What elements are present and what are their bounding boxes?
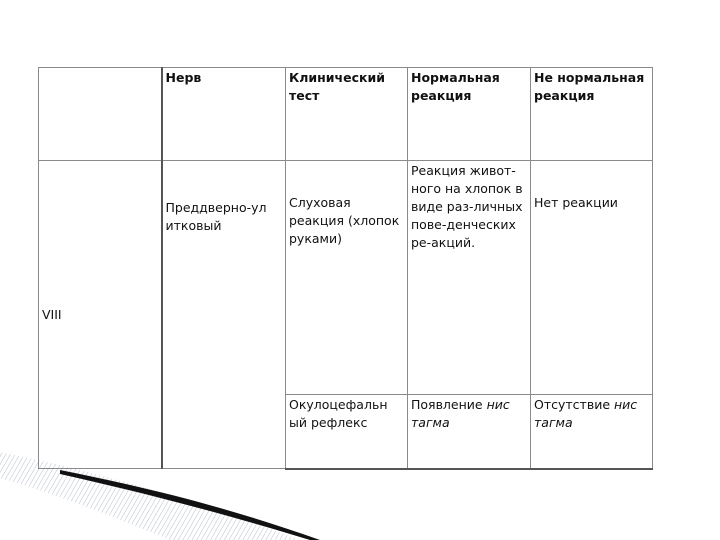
- header-normal-reaction: Нормальная реакция: [408, 68, 531, 161]
- cell-normal: Реакция живот-ного на хлопок в виде раз-личных пове-денческих ре-акций.: [408, 161, 531, 395]
- header-clinical-test: Клинический тест: [286, 68, 408, 161]
- header-abnormal-reaction: Не нормальная реакция: [531, 68, 653, 161]
- cell-test: Окулоцефальн ый рефлекс: [286, 395, 408, 469]
- cell-normal: [408, 395, 531, 469]
- abnormal-italic: нис тагма: [534, 397, 638, 430]
- table-header-row: [39, 68, 653, 161]
- table-row: [39, 161, 653, 395]
- cell-nerve: Преддверно-ул итковый: [162, 161, 286, 469]
- nerve-table: [38, 67, 653, 470]
- normal-italic: нис тагма: [411, 397, 510, 430]
- abnormal-prefix: Отсутствие: [534, 397, 611, 412]
- header-nerve: Нерв: [162, 68, 286, 161]
- cell-abnormal: Нет реакции: [531, 161, 653, 395]
- header-empty: [39, 68, 162, 161]
- cell-roman-numeral: VIII: [39, 161, 162, 469]
- cell-abnormal: [531, 395, 653, 469]
- normal-prefix: Появление: [411, 397, 483, 412]
- cell-test: Слуховая реакция (хлопок руками): [286, 161, 408, 395]
